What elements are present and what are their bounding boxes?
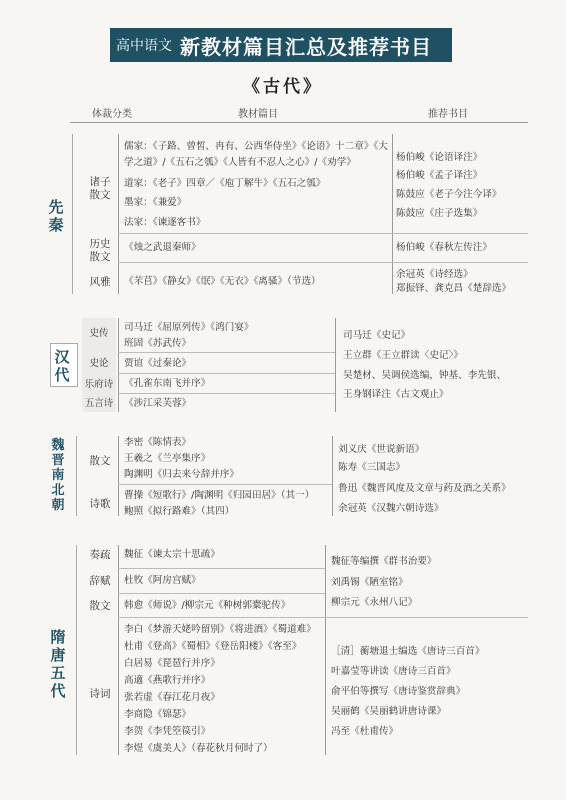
han-rule-3 <box>118 393 335 394</box>
book-wj-1: 刘义庆《世说新语》 <box>338 444 425 455</box>
work-st-6: 白居易《琵琶行并序》 <box>124 658 220 669</box>
era-weijin: 魏晋南北朝 <box>51 438 65 513</box>
work-st-2: 杜牧《阿房宫赋》 <box>124 575 201 586</box>
cat-shici: 诗词 <box>89 688 111 700</box>
header-rule <box>70 122 528 123</box>
work-wj-5: 鲍照《拟行路难》（其四） <box>124 506 235 517</box>
work-st-1: 魏征《谏太宗十思疏》 <box>124 549 220 560</box>
work-st-4: 李白《梦游天姥吟留别》《将进酒》《蜀道难》 <box>124 624 316 635</box>
work-st-10: 李贺《李凭箜篌引》 <box>124 726 211 737</box>
cat-st-sanwen: 散文 <box>89 600 111 612</box>
book-st-5: 叶嘉莹等讲读《唐诗三百首》 <box>331 666 456 677</box>
work-han-4: 《孔雀东南飞并序》 <box>124 378 211 389</box>
book-han-1: 司马迁《史记》 <box>343 330 411 341</box>
cat-wuyan: 五言诗 <box>84 398 114 409</box>
book-han-4: 王身钢译注《古文观止》 <box>343 389 449 400</box>
work-st-11: 李煜《虞美人》（春花秋月何时了） <box>124 743 273 754</box>
column-genre: 体裁分类 <box>92 109 132 120</box>
work-st-5: 杜甫《登高》《蜀相》《登岳阳楼》《客至》 <box>124 641 302 652</box>
xianqin-rule-1 <box>118 233 528 234</box>
book-xq-7: 郑振铎、龚克昌《楚辞选》 <box>396 283 512 294</box>
work-lishi: 《烛之武退秦师》 <box>124 242 201 253</box>
cat-lishi: 历史散文 <box>89 238 111 263</box>
han-rule-2 <box>118 373 335 374</box>
suitang-divider-left <box>118 545 119 755</box>
work-st-8: 张若虚《春江花月夜》 <box>124 692 220 703</box>
cat-shilun: 史论 <box>89 358 109 369</box>
column-books: 推荐书目 <box>428 109 468 120</box>
suitang-bracket <box>76 545 77 755</box>
work-wj-4: 曹操《短歌行》/陶渊明《归园田居》（其一） <box>124 490 315 501</box>
book-xq-3: 陈鼓应《老子今注今译》 <box>396 189 502 200</box>
era-xianqin: 先秦 <box>48 198 64 234</box>
xianqin-divider-left <box>118 134 119 294</box>
cat-yuefu: 乐府诗 <box>84 379 114 390</box>
work-fengya: 《芣苢》《静女》《氓》《无衣》《离骚》（节选） <box>124 276 321 287</box>
xianqin-bracket <box>72 134 73 294</box>
suitang-rule-3 <box>118 617 325 618</box>
work-han-5: 《涉江采芙蓉》 <box>124 398 192 409</box>
book-wj-2: 陈寿《三国志》 <box>338 462 406 473</box>
weijin-divider-right <box>332 436 333 516</box>
book-xq-4: 陈鼓应《庄子选集》 <box>396 208 483 219</box>
work-han-1: 司马迁《屈原列传》《鸿门宴》 <box>124 322 254 333</box>
weijin-bracket <box>76 436 77 516</box>
xianqin-divider-right <box>392 134 393 294</box>
book-st-3: 柳宗元《永州八记》 <box>331 597 418 608</box>
book-st-7: 吴丽鹤《吴丽鹤讲唐诗课》 <box>331 706 447 717</box>
book-st-2: 刘禹锡《陋室铭》 <box>331 577 408 588</box>
book-st-8: 冯至《杜甫传》 <box>331 726 399 737</box>
work-han-2: 班固《苏武传》 <box>124 338 192 349</box>
suitang-rule-1 <box>118 568 325 569</box>
work-st-3: 韩愈《师说》/柳宗元《种树郭橐驼传》 <box>124 600 291 611</box>
xianqin-rule-2 <box>118 262 528 263</box>
work-mojia: 墨家：《兼爱》 <box>124 197 187 208</box>
work-daojia: 道家：《老子》四章／《庖丁解牛》《五石之瓠》 <box>124 178 326 189</box>
column-works: 教材篇目 <box>238 109 278 120</box>
era-han: 汉代 <box>54 348 70 384</box>
weijin-rule-1 <box>118 484 332 485</box>
work-han-3: 贾谊《过秦论》 <box>124 358 192 369</box>
book-wj-3: 鲁迅《魏晋风度及文章与药及酒之关系》 <box>338 483 511 494</box>
han-rule-1 <box>118 352 335 353</box>
book-wj-4: 余冠英《汉魏六朝诗选》 <box>338 503 444 514</box>
work-fajia: 法家：《谏逐客书》 <box>124 217 206 228</box>
work-st-9: 李商隐《锦瑟》 <box>124 709 192 720</box>
book-han-3: 吴楚材、吴调侯选编，钟基、李先银、 <box>343 370 507 381</box>
era-suitang: 隋唐五代 <box>50 628 66 700</box>
cat-weijin-shige: 诗歌 <box>89 498 111 510</box>
work-wj-1: 李密《陈情表》 <box>124 437 192 448</box>
book-xq-2: 杨伯峻《孟子译注》 <box>396 170 483 181</box>
suitang-divider-right <box>325 545 326 755</box>
book-st-6: 俞平伯等撰写《唐诗鉴赏辞典》 <box>331 686 466 697</box>
work-wj-2: 王羲之《兰亭集序》 <box>124 453 211 464</box>
suitang-rule-books <box>325 617 528 618</box>
cat-fengya: 风雅 <box>89 276 111 288</box>
cat-weijin-sanwen: 散文 <box>89 455 111 467</box>
weijin-divider-left <box>118 436 119 516</box>
han-divider-left <box>118 318 119 412</box>
era-title: 《古代》 <box>243 77 323 97</box>
header-banner <box>110 28 452 62</box>
book-st-4: ［清］蘅塘退士编选《唐诗三百首》 <box>331 646 485 657</box>
book-xq-5: 杨伯峻《春秋左传注》 <box>396 242 492 253</box>
book-xq-1: 杨伯峻《论语译注》 <box>396 152 483 163</box>
cat-shizhuan: 史传 <box>89 328 109 339</box>
book-han-2: 王立群《王立群读〈史记〉》 <box>343 350 463 361</box>
work-st-7: 高適《燕歌行并序》 <box>124 675 211 686</box>
header-subject: 高中语文 <box>116 38 172 54</box>
han-divider-right <box>335 318 336 412</box>
book-xq-6: 余冠英《诗经选》 <box>396 269 473 280</box>
cat-zhuzi: 诸子散文 <box>89 176 111 201</box>
header-title: 新教材篇目汇总及推荐书目 <box>180 34 432 59</box>
work-rujia-1: 儒家：《子路、曾皙、冉有、公西华侍坐》《论语》十二章》《大 <box>124 141 388 152</box>
suitang-rule-2 <box>118 593 325 594</box>
cat-zoushu: 奏疏 <box>89 549 111 561</box>
book-st-1: 魏征等编撰《群书治要》 <box>331 556 437 567</box>
work-rujia-2: 学之道》/《五石之瓠》《人皆有不忍人之心》/《劝学》 <box>124 157 356 168</box>
cat-cifu: 辞赋 <box>89 575 111 587</box>
work-wj-3: 陶渊明《归去来兮辞并序》 <box>124 469 240 480</box>
